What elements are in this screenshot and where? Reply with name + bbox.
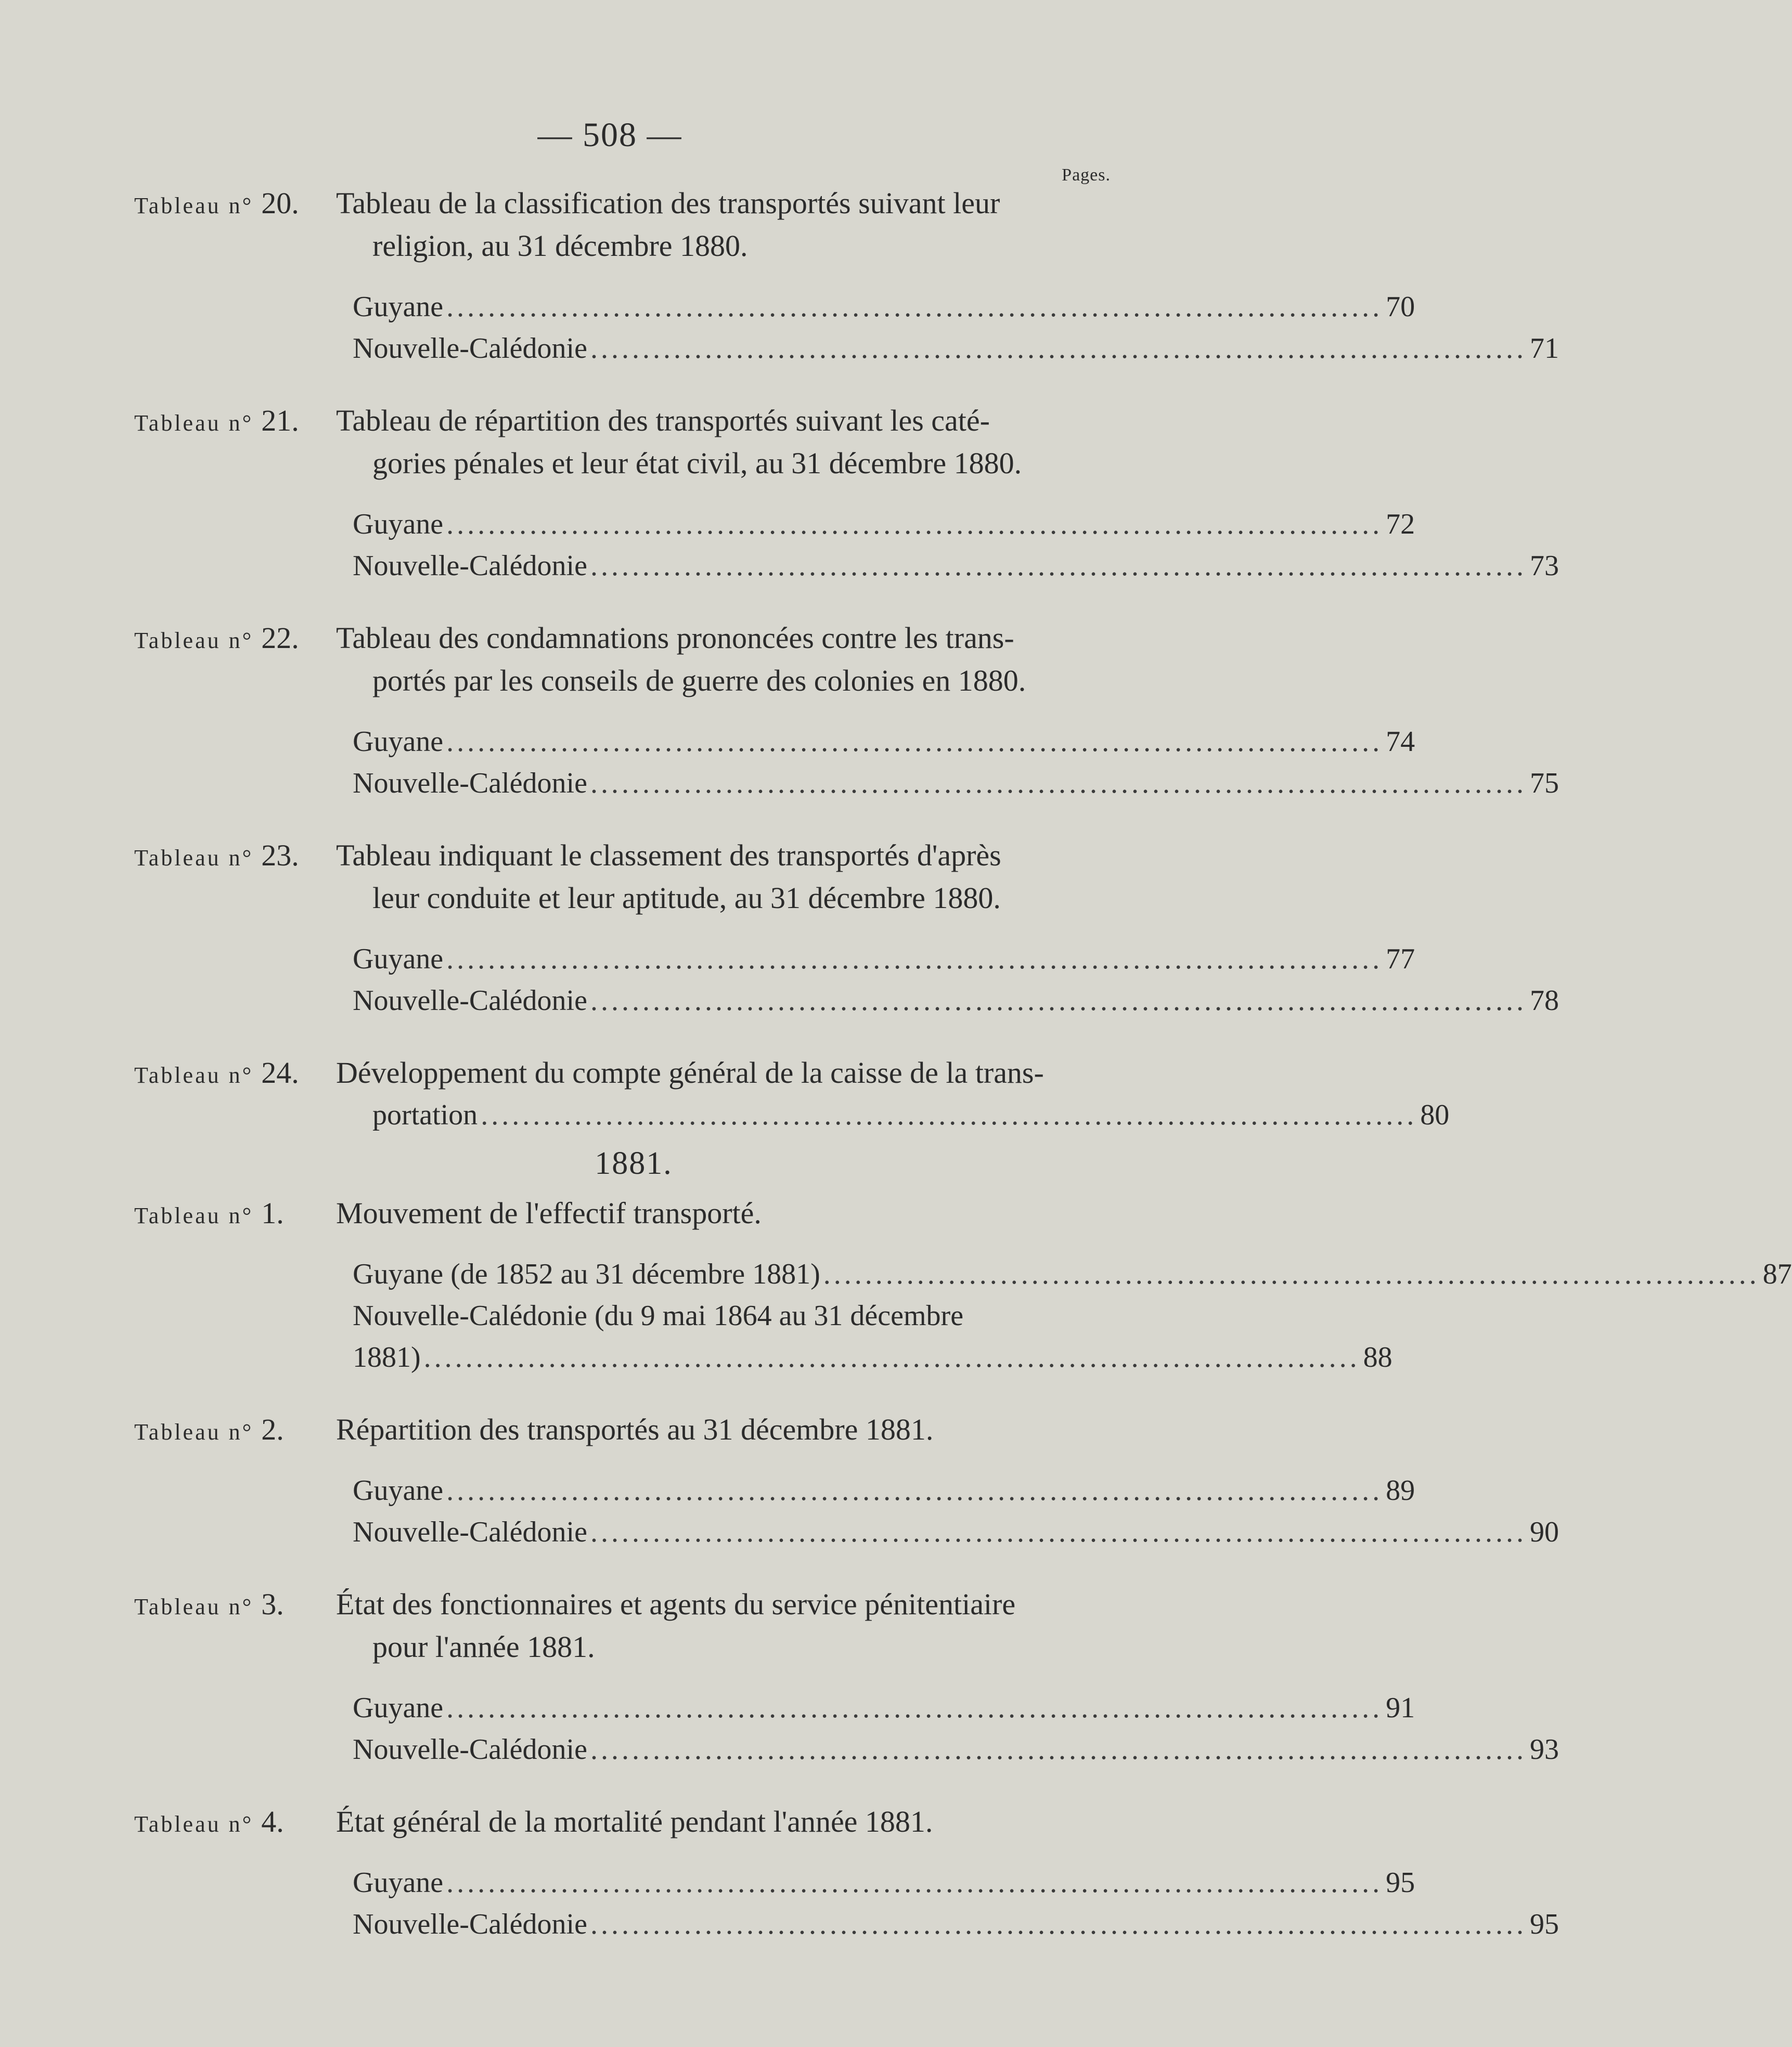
toc-entry-guyane[interactable]: Guyane .......................................................................................... 91: [353, 1687, 1133, 1729]
tableau-heading: [134, 834, 1133, 919]
tableau-20: [134, 182, 1559, 369]
dot-leader: ..........................................................................................: [446, 291, 1383, 323]
tableau-label: Tableau n° 20.: [134, 186, 299, 220]
tableau-heading: [134, 617, 1133, 702]
tableau-label: Tableau n° 2.: [134, 1413, 284, 1446]
tableau-4: [134, 1800, 1559, 1945]
dot-leader: ..........................................................................................: [423, 1341, 1360, 1374]
toc-entry-guyane[interactable]: Guyane .......................................................................................... 72: [353, 503, 1133, 545]
toc-entry-nouvelle-caledonie[interactable]: Nouvelle-Calédonie .......................................................................................... 71: [353, 328, 1133, 369]
tableau-heading: [134, 1800, 1133, 1843]
tableau-title: Tableau de répartition des transportés suivant les caté- gories pénales et leur état civil, au 31 décembre 1880.: [336, 404, 1022, 480]
tableau-label: Tableau n° 1.: [134, 1196, 284, 1230]
dot-leader: ..........................................................................................: [590, 1733, 1527, 1766]
tableau-title: Tableau indiquant le classement des transportés d'après leur conduite et leur aptitude, au 31 décembre 1880.: [336, 838, 1001, 915]
tableau-title: État des fonctionnaires et agents du service pénitentiaire pour l'année 1881.: [336, 1587, 1016, 1664]
tableau-title: Développement du compte général de la caisse de la trans-: [336, 1056, 1044, 1090]
dot-leader: ..........................................................................................: [481, 1099, 1417, 1131]
dot-leader: ..........................................................................................: [446, 1692, 1383, 1724]
tableau-title: Tableau de la classification des transportés suivant leur religion, au 31 décembre 1880.: [336, 186, 1000, 263]
dot-leader: ..........................................................................................: [590, 767, 1527, 799]
tableau-label: Tableau n° 24.: [134, 1056, 299, 1090]
dot-leader: ..........................................................................................: [446, 725, 1383, 758]
toc-entry-guyane[interactable]: Guyane .......................................................................................... 74: [353, 721, 1133, 762]
tableau-title: État général de la mortalité pendant l'année 1881.: [336, 1805, 933, 1838]
dot-leader: ..........................................................................................: [590, 332, 1527, 365]
tableau-21: [134, 399, 1559, 587]
tableau-label: Tableau n° 4.: [134, 1805, 284, 1838]
tableau-24: [134, 1052, 1450, 1136]
tableau-heading: [134, 182, 1133, 267]
toc-entry-nouvelle-caledonie[interactable]: Nouvelle-Calédonie .......................................................................................... 90: [353, 1511, 1133, 1553]
dot-leader: ..........................................................................................: [446, 943, 1383, 975]
tableau-label: Tableau n° 23.: [134, 838, 299, 872]
dot-leader: ..........................................................................................: [446, 508, 1383, 540]
toc-entry-nouvelle-caledonie[interactable]: Nouvelle-Calédonie .......................................................................................... 95: [353, 1903, 1133, 1945]
toc-entry-guyane[interactable]: Guyane .......................................................................................... 70: [353, 286, 1133, 328]
tableau-1: [134, 1192, 1792, 1378]
toc-entry-portation[interactable]: portation .......................................................................................... 80: [372, 1094, 1133, 1136]
pages-column-label: Pages.: [1062, 165, 1111, 185]
toc-entry-guyane[interactable]: Guyane .......................................................................................... 95: [353, 1862, 1133, 1903]
dot-leader: ..........................................................................................: [590, 984, 1527, 1017]
toc-entry-nouvelle-caledonie[interactable]: Nouvelle-Calédonie .......................................................................................... 78: [353, 980, 1133, 1021]
page-number: — 508 —: [537, 116, 682, 154]
toc-entry-guyane[interactable]: Guyane .......................................................................................... 89: [353, 1470, 1133, 1511]
dot-leader: ..........................................................................................: [446, 1867, 1383, 1899]
toc-entry-nouvelle-caledonie[interactable]: Nouvelle-Calédonie (du 9 mai 1864 au 31 décembre 1881) .......................................................................................... 88: [353, 1295, 1133, 1378]
tableau-heading: [134, 1052, 1133, 1094]
dot-leader: ..........................................................................................: [590, 1516, 1527, 1548]
dot-leader: ..........................................................................................: [590, 1908, 1527, 1940]
toc-entry-guyane[interactable]: Guyane .......................................................................................... 77: [353, 938, 1133, 980]
tableau-heading: [134, 1408, 1133, 1451]
tableau-title: Tableau des condamnations prononcées contre les trans- portés par les conseils de guerre des colonies en 1880.: [336, 621, 1026, 697]
tableau-heading: [134, 399, 1133, 485]
dot-leader: ..........................................................................................: [446, 1474, 1383, 1507]
dot-leader: ..........................................................................................: [823, 1258, 1760, 1290]
tableau-2: [134, 1408, 1559, 1553]
toc-entry-nouvelle-caledonie[interactable]: Nouvelle-Calédonie .......................................................................................... 75: [353, 762, 1133, 804]
tableau-22: [134, 617, 1559, 804]
table-of-contents: [134, 182, 1792, 1945]
tableau-title: Mouvement de l'effectif transporté.: [336, 1196, 762, 1230]
dot-leader: ..........................................................................................: [590, 550, 1527, 582]
toc-entry-nouvelle-caledonie[interactable]: Nouvelle-Calédonie .......................................................................................... 73: [353, 545, 1133, 587]
tableau-heading: [134, 1583, 1133, 1668]
year-heading: 1881.: [595, 1146, 673, 1181]
toc-entry-nouvelle-caledonie[interactable]: Nouvelle-Calédonie .......................................................................................... 93: [353, 1729, 1133, 1770]
toc-entry-guyane[interactable]: Guyane (de 1852 au 31 décembre 1881) .......................................................................................... 87: [353, 1253, 1133, 1295]
tableau-23: [134, 834, 1559, 1021]
tableau-heading: [134, 1192, 1133, 1235]
tableau-label: Tableau n° 21.: [134, 404, 299, 437]
tableau-title: Répartition des transportés au 31 décembre 1881.: [336, 1413, 934, 1446]
tableau-3: [134, 1583, 1559, 1770]
tableau-label: Tableau n° 3.: [134, 1587, 284, 1621]
tableau-label: Tableau n° 22.: [134, 621, 299, 655]
